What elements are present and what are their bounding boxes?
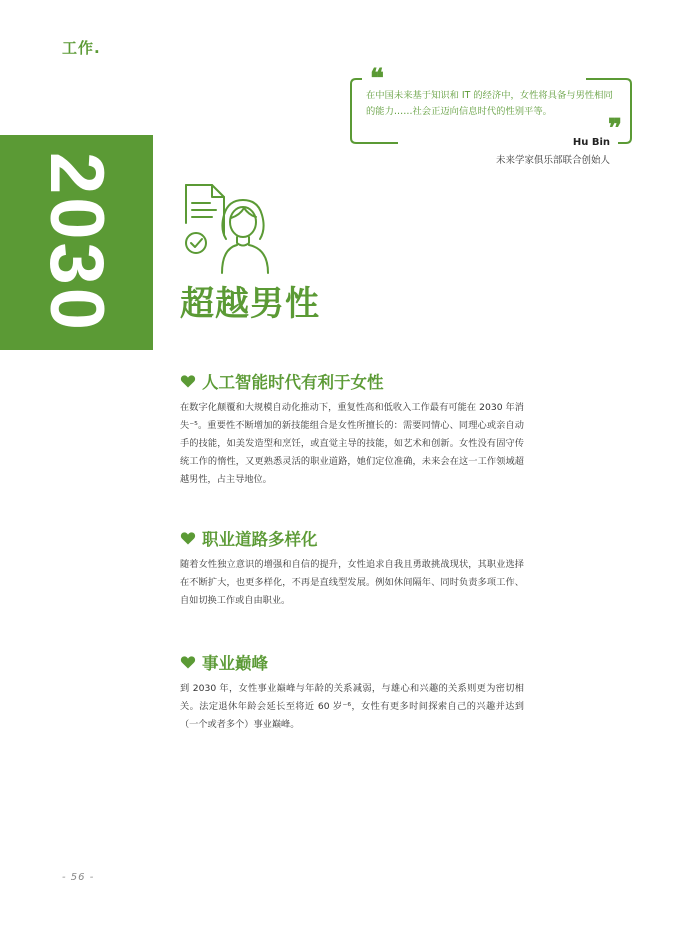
section-heading: 职业道路多样化	[202, 530, 318, 549]
year-text: 2030	[34, 151, 119, 334]
main-title: 超越男性	[180, 284, 320, 324]
heart-icon	[180, 530, 196, 546]
section-body: 在数字化颠覆和大规模自动化推动下，重复性高和低收入工作最有可能在 2030 年消失⁻⁵。重要性不断增加的新技能组合是女性所擅长的：需要同情心、同理心或亲自动手的技能，如美发造型和烹饪，或直觉主导的技能，如艺术和创新。女性没有固守传统工作的惰性，又更熟悉灵活的职业道路，她们定位准确，未来会在这一工作领域超越男性，占主导地位。	[180, 402, 524, 485]
quote-author: Hu Bin	[572, 137, 610, 148]
quote-text: 在中国未来基于知识和 IT 的经济中，女性将具备与男性相同的能力……社会正迈向信息时代的性别平等。	[366, 90, 613, 117]
section-heading: 人工智能时代有利于女性	[202, 373, 384, 392]
section-body: 到 2030 年，女性事业巅峰与年龄的关系减弱，与雄心和兴趣的关系则更为密切相关。法定退休年龄会延长至将近 60 岁⁻⁶，女性有更多时间探索自己的兴趣并达到（一个或者多个）事业巅峰。	[180, 683, 524, 730]
woman-document-check-icon	[180, 183, 276, 275]
section-ai-era	[180, 369, 524, 489]
heart-icon	[180, 654, 196, 670]
section-career-peak	[180, 650, 524, 734]
year-block	[0, 135, 153, 350]
section-body: 随着女性独立意识的增强和自信的提升，女性追求自我且勇敢挑战现状，其职业选择在不断扩大，也更多样化，不再是直线型发展。例如休间隔年、同时负责多项工作、自如切换工作或自由职业。	[180, 559, 524, 606]
section-label: 工作.	[62, 39, 101, 57]
section-heading: 事业巅峰	[202, 654, 268, 673]
quote-box	[350, 64, 632, 144]
heart-icon	[180, 373, 196, 389]
page-number: - 56 -	[62, 872, 95, 883]
quote-open-icon: ❝	[366, 66, 388, 88]
quote-author-role: 未来学家俱乐部联合创始人	[495, 155, 610, 166]
section-career-paths	[180, 526, 524, 610]
quote-close-icon: ❞	[604, 116, 626, 138]
